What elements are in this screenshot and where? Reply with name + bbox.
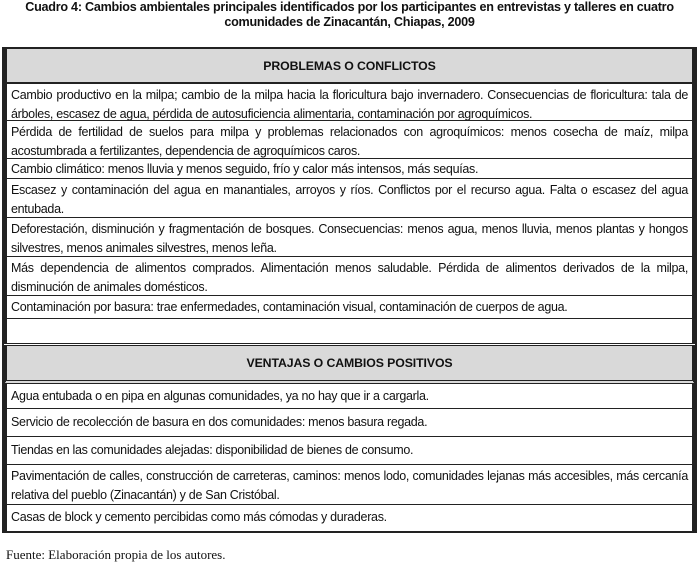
table-row: Agua entubada o en pipa en algunas comunidades, ya no hay que ir a cargarla. xyxy=(4,384,695,409)
environmental-changes-table xyxy=(2,47,697,533)
table-row: Servicio de recolección de basura en dos comunidades: menos basura regada. xyxy=(4,409,695,437)
advantages-section xyxy=(4,346,695,531)
table-row: Casas de block y cemento percibidas como más cómodas y duraderas. xyxy=(4,505,695,531)
advantages-header: VENTAJAS O CAMBIOS POSITIVOS xyxy=(4,346,695,384)
table-caption: Cuadro 4: Cambios ambientales principales identificados por los participantes en entrevistas y talleres en cuatro comunidades de Zinacantán, Chiapas, 2009 xyxy=(25,0,674,29)
table-row: Cambio productivo en la milpa; cambio de la milpa hacia la floricultura bajo invernadero. Consecuencias de floricultura: tala de árboles, escasez de agua, pérdida de autosuficiencia alimentaria, contaminación por agroquímicos. xyxy=(4,84,695,121)
table-row: Pavimentación de calles, construcción de carreteras, caminos: menos lodo, comunidades lejanas más accesibles, más cercanía relativa del pueblo (Zinacantán) y de San Cristóbal. xyxy=(4,465,695,505)
problems-header: PROBLEMAS O CONFLICTOS xyxy=(4,49,695,84)
source-note: Fuente: Elaboración propia de los autores. xyxy=(6,547,226,562)
table-row: Pérdida de fertilidad de suelos para milpa y problemas relacionados con agroquímicos: menos cosecha de maíz, milpa acostumbrada a fertilizantes, dependencia de agroquímicos caros. xyxy=(4,121,695,159)
table-row: Tiendas en las comunidades alejadas: disponibilidad de bienes de consumo. xyxy=(4,437,695,465)
table-row: Deforestación, disminución y fragmentación de bosques. Consecuencias: menos agua, menos lluvia, menos plantas y hongos silvestres, menos animales silvestres, menos leña. xyxy=(4,218,695,257)
table-row: Contaminación por basura: trae enfermedades, contaminación visual, contaminación de cuerpos de agua. xyxy=(4,296,695,319)
table-row: Cambio climático: menos lluvia y menos seguido, frío y calor más intensos, más sequías. xyxy=(4,159,695,179)
table-row: Más dependencia de alimentos comprados. Alimentación menos saludable. Pérdida de alimentos derivados de la milpa, disminución de animales domésticos. xyxy=(4,257,695,296)
table-row-empty xyxy=(4,319,695,343)
problems-section xyxy=(4,49,695,346)
table-row: Escasez y contaminación del agua en manantiales, arroyos y ríos. Conflictos por el recurso agua. Falta o escasez del agua entubada. xyxy=(4,179,695,218)
